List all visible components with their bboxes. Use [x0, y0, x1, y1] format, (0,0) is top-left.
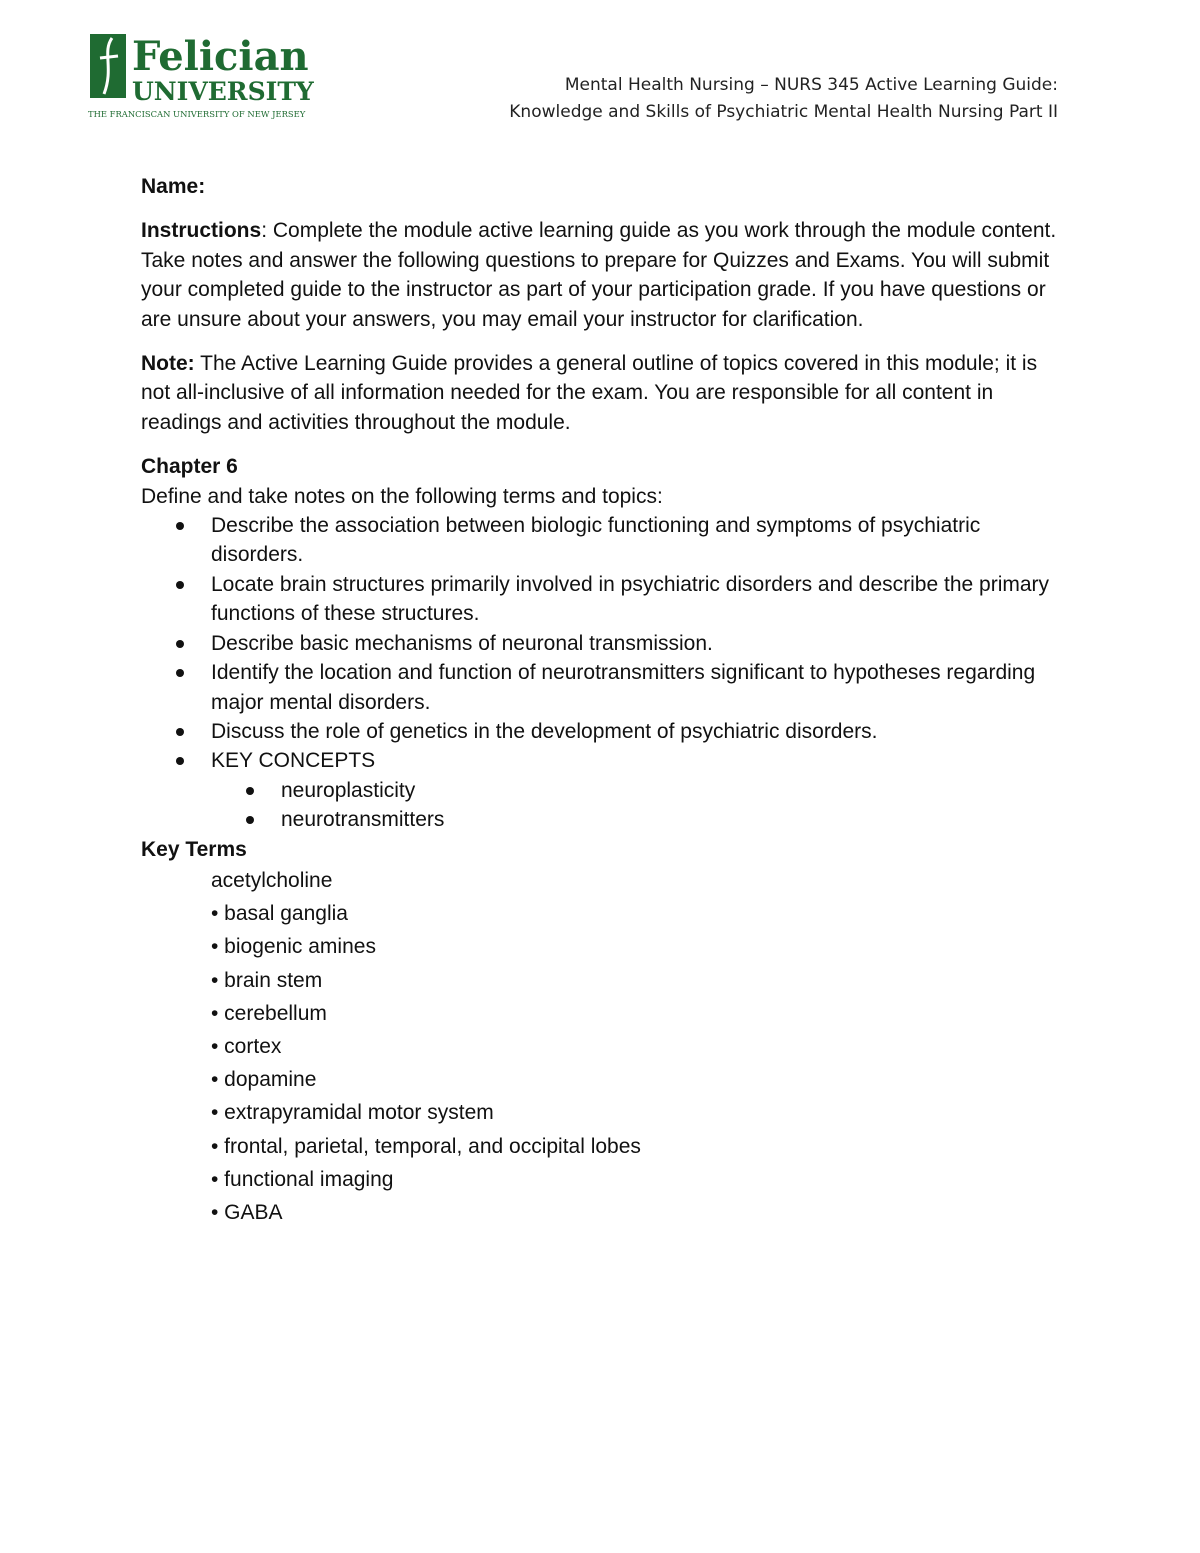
key-term-item: • extrapyramidal motor system	[211, 1101, 494, 1125]
key-term-item: acetylcholine	[211, 868, 333, 892]
key-term-item: • GABA	[211, 1200, 283, 1224]
instructions-paragraph	[141, 216, 1061, 334]
key-term-item: • frontal, parietal, temporal, and occipital lobes	[211, 1134, 641, 1158]
chapter-heading: Chapter 6	[141, 455, 238, 479]
header-title-line-1: Mental Health Nursing – NURS 345 Active Learning Guide:	[564, 75, 1058, 95]
header-title-line-2: Knowledge and Skills of Psychiatric Mental Health Nursing Part II	[509, 102, 1058, 122]
key-term-item: • brain stem	[211, 968, 323, 992]
objective-item: Identify the location and function of neurotransmitters significant to hypotheses regarding major mental disorders.	[211, 658, 1061, 717]
objective-item: Describe basic mechanisms of neuronal transmission.	[211, 629, 1061, 658]
key-concepts-label: KEY CONCEPTS	[211, 749, 376, 773]
logo-subtitle: UNIVERSITY	[132, 77, 314, 106]
key-terms-heading: Key Terms	[141, 837, 247, 861]
instructions-text: : Complete the module active learning guide as you work through the module content. Take notes and answer the following questions to prepare for Quizzes and Exams. You will submit your completed guide to the instructor as part of your participation grade. If you have questions or are unsure about your answers, you may email your instructor for clarification.	[141, 219, 1057, 331]
key-concept-item: neuroplasticity	[281, 776, 1061, 805]
key-concept-item: neurotransmitters	[281, 805, 1061, 834]
instructions-label: Instructions	[141, 219, 262, 243]
objective-item: Describe the association between biologic functioning and symptoms of psychiatric disorders.	[211, 511, 1061, 570]
name-label: Name:	[141, 175, 206, 198]
note-paragraph	[141, 349, 1061, 437]
chapter-lead: Define and take notes on the following terms and topics:	[141, 484, 663, 508]
document-header	[509, 72, 1058, 126]
key-concepts-item	[211, 746, 1061, 834]
felician-university-logo	[88, 28, 338, 120]
key-term-item: • biogenic amines	[211, 935, 376, 959]
note-text: The Active Learning Guide provides a general outline of topics covered in this module; it is not all-inclusive of all information needed for the exam. You are responsible for all content in readings and activities throughout the module.	[141, 352, 1038, 434]
logo-tagline: THE FRANCISCAN UNIVERSITY OF NEW JERSEY	[88, 109, 306, 119]
key-term-item: • dopamine	[211, 1068, 317, 1092]
key-terms-list	[141, 864, 1061, 1229]
key-term-item: • cerebellum	[211, 1001, 327, 1025]
key-term-item: • basal ganglia	[211, 902, 348, 926]
key-term-item: • cortex	[211, 1034, 282, 1058]
document-body	[141, 172, 1061, 1229]
logo-wordmark: Felician	[132, 33, 309, 80]
note-label: Note:	[141, 352, 195, 376]
key-concepts-list	[211, 776, 1061, 835]
objectives-list	[141, 511, 1061, 834]
objective-item: Locate brain structures primarily involved in psychiatric disorders and describe the primary functions of these structures.	[211, 570, 1061, 629]
key-term-item: • functional imaging	[211, 1167, 394, 1191]
objective-item: Discuss the role of genetics in the development of psychiatric disorders.	[211, 717, 1061, 746]
